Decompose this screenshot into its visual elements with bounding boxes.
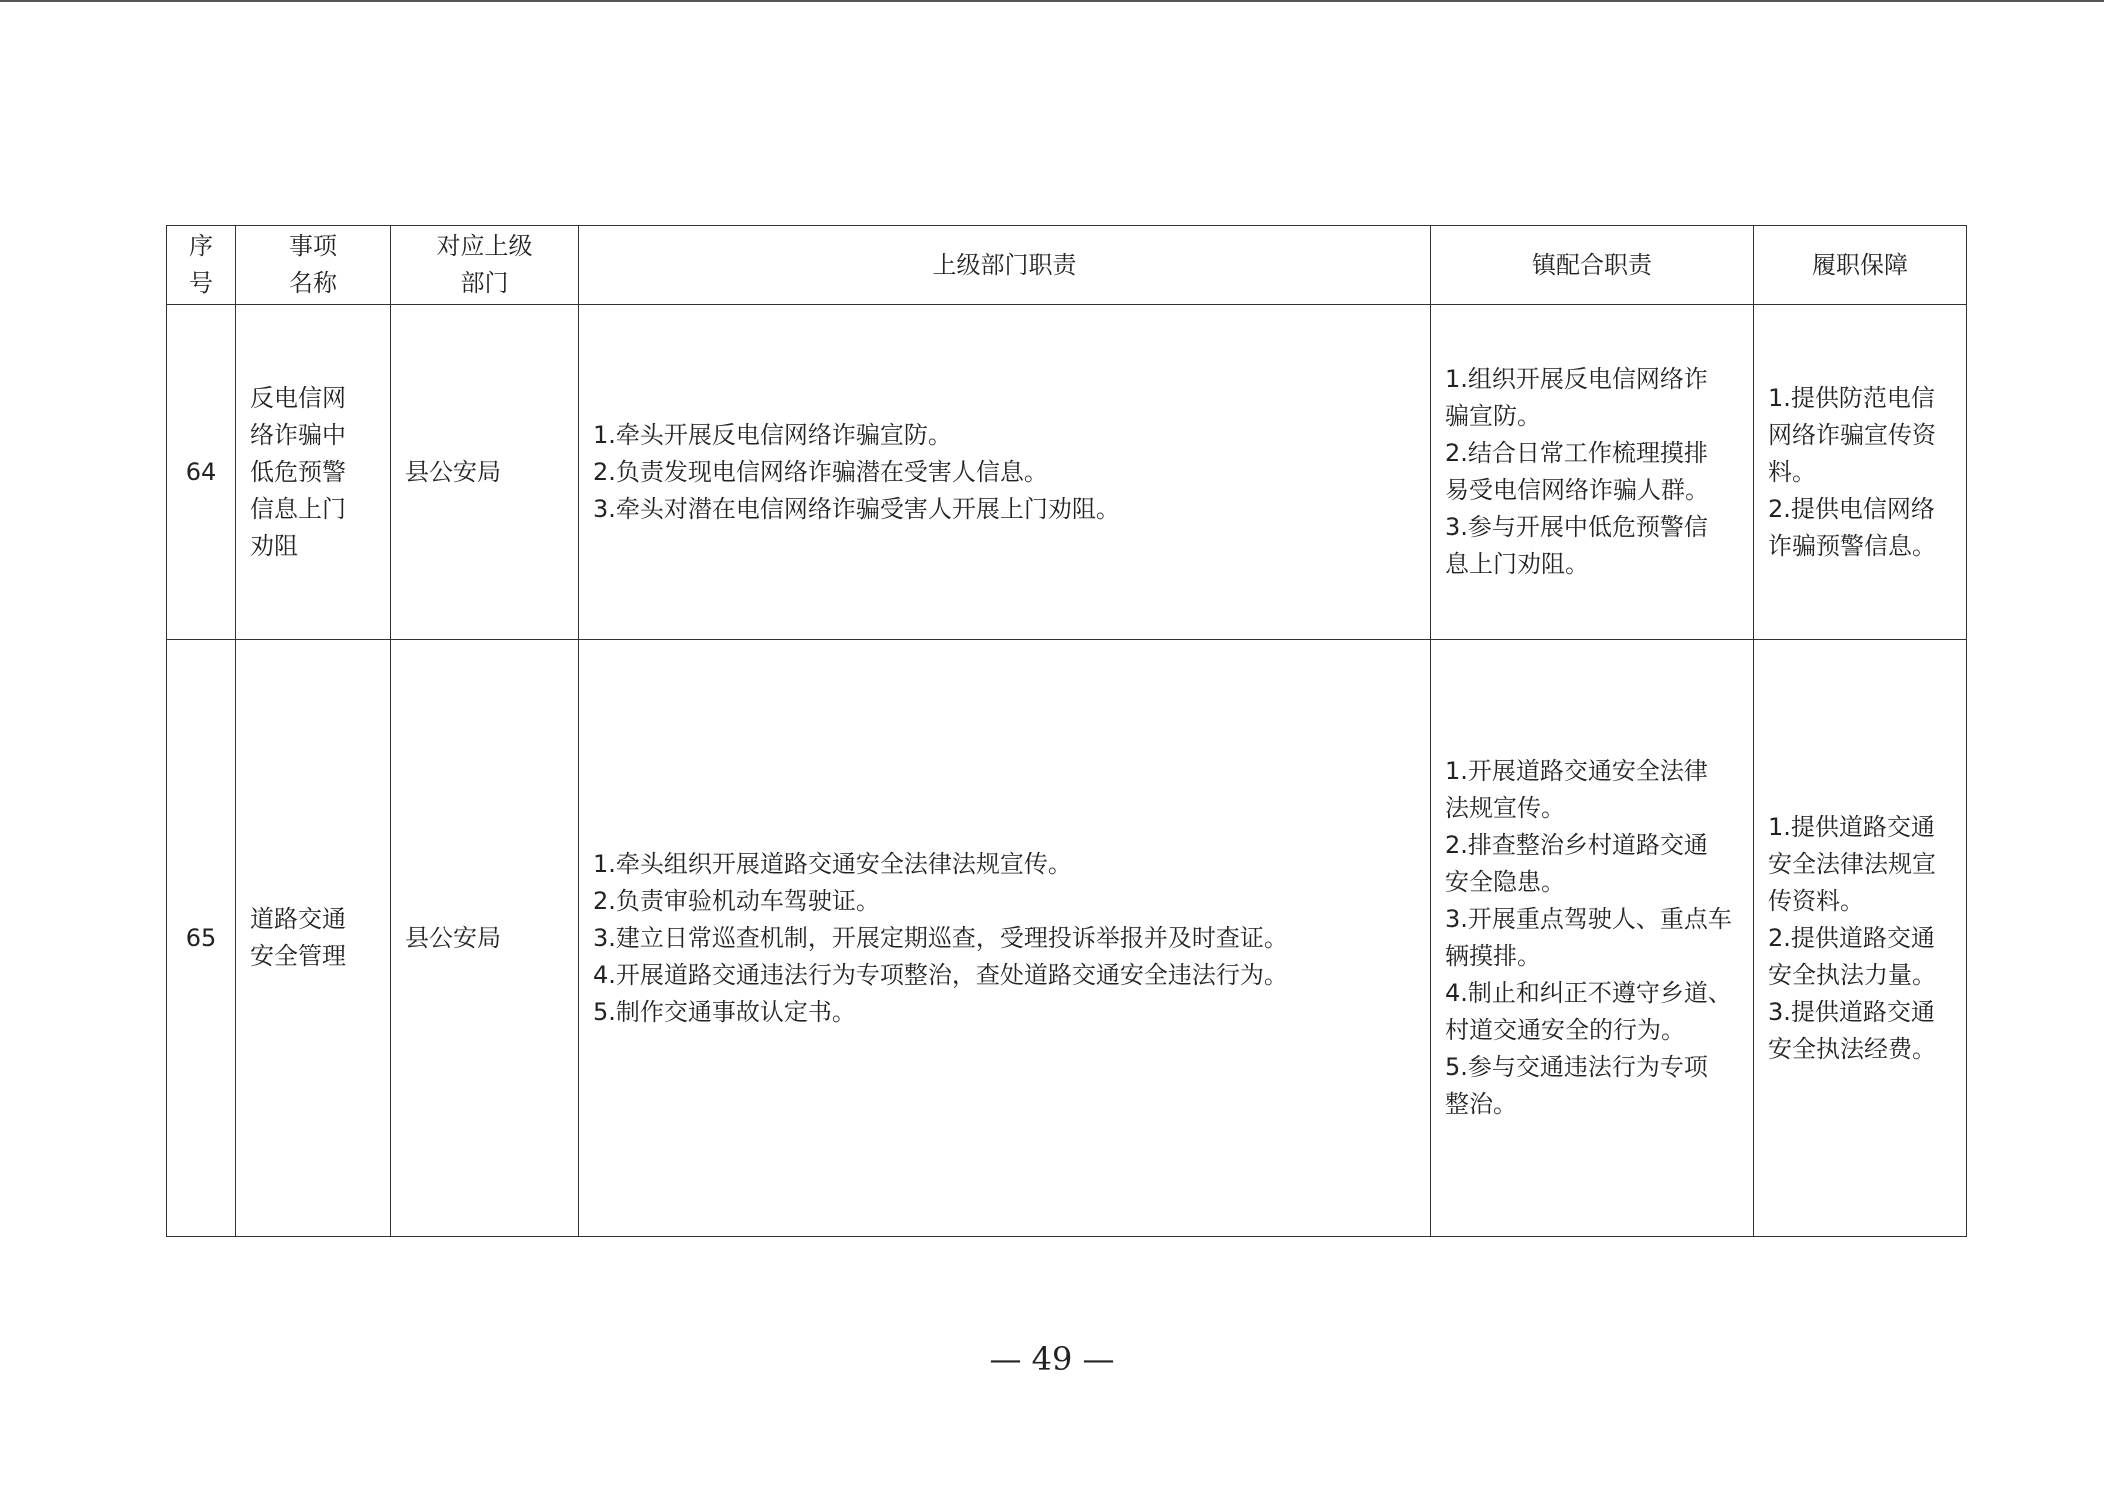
cell-superior-duty: 1.牵头组织开展道路交通安全法律法规宣传。 2.负责审验机动车驾驶证。 3.建立日常巡查机制，开展定期巡查，受理投诉举报并及时查证。 4.开展道路交通违法行为专项整治，查处道路交通安全违法行为。 5.制作交通事故认定书。 [579, 640, 1431, 1237]
header-superior-duty: 上级部门职责 [579, 226, 1431, 305]
cell-town-duty: 1.组织开展反电信网络诈 骗宣防。 2.结合日常工作梳理摸排 易受电信网络诈骗人群。 3.参与开展中低危预警信 息上门劝阻。 [1431, 305, 1754, 640]
duties-table [166, 225, 1967, 1237]
table-row [167, 305, 1967, 640]
top-border-rule [0, 0, 2104, 2]
cell-guarantee: 1.提供道路交通 安全法律法规宣 传资料。 2.提供道路交通 安全执法力量。 3.提供道路交通 安全执法经费。 [1754, 640, 1967, 1237]
cell-name: 道路交通 安全管理 [236, 640, 391, 1237]
cell-dept: 县公安局 [391, 305, 579, 640]
header-guarantee: 履职保障 [1754, 226, 1967, 305]
cell-guarantee: 1.提供防范电信 网络诈骗宣传资 料。 2.提供电信网络 诈骗预警信息。 [1754, 305, 1967, 640]
header-dept: 对应上级 部门 [391, 226, 579, 305]
cell-name: 反电信网 络诈骗中 低危预警 信息上门 劝阻 [236, 305, 391, 640]
cell-no: 65 [167, 640, 236, 1237]
cell-no: 64 [167, 305, 236, 640]
header-no: 序 号 [167, 226, 236, 305]
table-row [167, 640, 1967, 1237]
cell-superior-duty: 1.牵头开展反电信网络诈骗宣防。 2.负责发现电信网络诈骗潜在受害人信息。 3.牵头对潜在电信网络诈骗受害人开展上门劝阻。 [579, 305, 1431, 640]
header-town-duty: 镇配合职责 [1431, 226, 1754, 305]
table-header-row [167, 226, 1967, 305]
header-name: 事项 名称 [236, 226, 391, 305]
cell-dept: 县公安局 [391, 640, 579, 1237]
page-number: — 49 — [989, 1340, 1115, 1378]
cell-town-duty: 1.开展道路交通安全法律 法规宣传。 2.排查整治乡村道路交通 安全隐患。 3.开展重点驾驶人、重点车 辆摸排。 4.制止和纠正不遵守乡道、 村道交通安全的行为。 5.参与交通违法行为专项 整治。 [1431, 640, 1754, 1237]
